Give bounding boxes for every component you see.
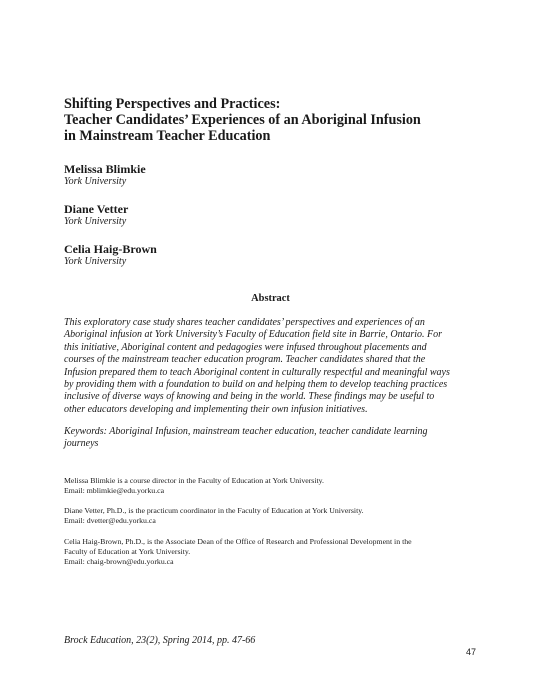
author-name: Diane Vetter (64, 202, 129, 216)
author-note (64, 537, 484, 567)
author-name: Celia Haig-Brown (64, 242, 157, 256)
author-note-email: Email: chaig-brown@edu.yorku.ca (64, 557, 174, 566)
author-affiliation: York University (64, 256, 127, 267)
author-note-email: Email: dvetter@edu.yorku.ca (64, 516, 156, 525)
abstract-line: this initiative, Aboriginal content and pedagogies were infused throughout placements and (64, 341, 427, 353)
author-name: Melissa Blimkie (64, 162, 146, 176)
author-note (64, 506, 484, 526)
author-affiliation: York University (64, 176, 127, 187)
abstract-line: This exploratory case study shares teacher candidates’ perspectives and experiences of an (64, 317, 425, 328)
author-block (64, 202, 128, 228)
title-line: in Mainstream Teacher Education (64, 127, 271, 144)
abstract-body (64, 317, 484, 416)
author-block (64, 242, 157, 268)
paper-title (64, 97, 504, 144)
author-affiliation: York University (64, 216, 127, 227)
author-block (64, 162, 146, 188)
author-note-line: Melissa Blimkie is a course director in the Faculty of Education at York University. (64, 476, 324, 485)
journal-citation: Brock Education, 23(2), Spring 2014, pp. 47-66 (64, 635, 256, 646)
author-note (64, 476, 484, 496)
abstract-line: Infusion prepared them to teach Aboriginal content in culturally respectful and meaningful ways (64, 366, 450, 378)
abstract-line: courses of the mainstream teacher education program. Teacher candidates shared that the (64, 354, 426, 366)
page-number: 47 (466, 647, 477, 657)
abstract-line: other educators developing and implementing their own infusion initiatives. (64, 403, 368, 415)
author-note-email: Email: mblimkie@edu.yorku.ca (64, 486, 165, 495)
author-note-line: Celia Haig-Brown, Ph.D., is the Associate Dean of the Office of Research and Professional Development in the (64, 537, 412, 546)
title-line: Teacher Candidates’ Experiences of an Aboriginal Infusion (64, 111, 421, 128)
keywords (64, 426, 484, 451)
abstract-line: Aboriginal infusion at York University’s Faculty of Education field site in Barrie, Ontario. For (64, 329, 443, 341)
author-note-line: Faculty of Education at York University. (64, 547, 191, 556)
author-note-line: Diane Vetter, Ph.D., is the practicum coordinator in the Faculty of Education at York University. (64, 506, 364, 515)
keywords-line: Keywords: Aboriginal Infusion, mainstream teacher education, teacher candidate learning (64, 426, 428, 437)
title-line: Shifting Perspectives and Practices: (64, 96, 281, 112)
abstract-heading: Abstract (251, 293, 290, 304)
keywords-line: journeys (64, 438, 99, 450)
abstract-line: by providing them with a foundation to build on and helping them to develop teaching practices (64, 379, 448, 391)
abstract-line: inclusive of diverse ways of knowing and being in the world. These findings may be useful to (64, 391, 435, 403)
